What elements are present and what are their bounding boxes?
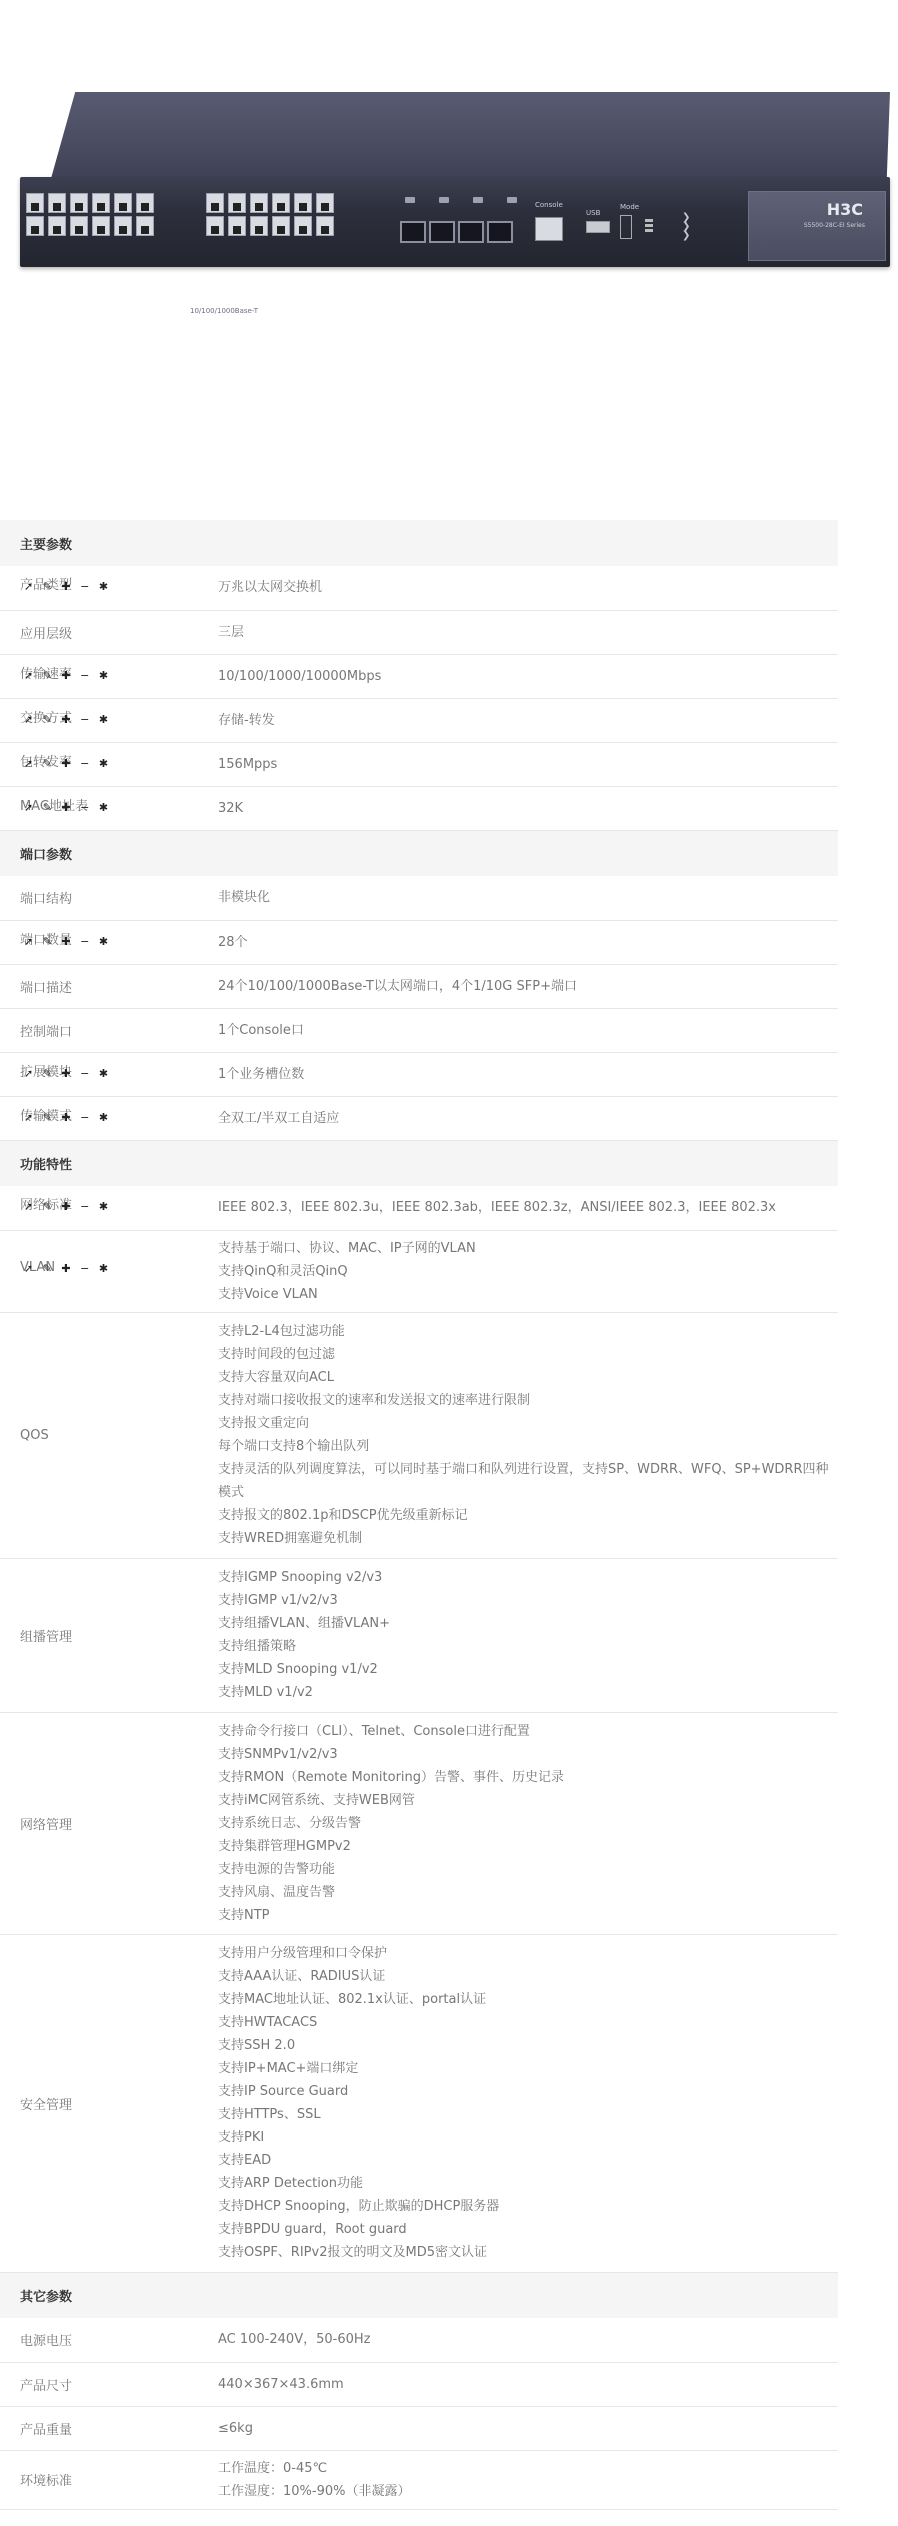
chevron-marks-icon: ❯ ❯ ❯ [682,212,691,241]
spec-value-line: 支持BPDU guard，Root guard [218,2222,407,2237]
spec-value-line: 支持基于端口、协议、MAC、IP子网的VLAN [218,1240,476,1256]
rj45-port [70,193,88,213]
rj45-port-group-right [206,193,334,236]
spec-value-line: 支持L2-L4包过滤功能 [218,1324,345,1339]
spec-name-cell [0,566,196,610]
spec-value-cell [196,786,838,830]
spec-value-line: ≤6kg [218,2420,253,2436]
spec-row [0,1052,838,1096]
spec-value-cell [196,1312,838,1558]
spec-row [0,1008,838,1052]
spec-row [0,2318,838,2362]
spec-value-line: 支持对端口接收报文的速率和发送报文的速率进行限制 [218,1393,531,1408]
spec-value-line: 支持风扇、温度告警 [218,1884,336,1900]
ports-label: 10/100/1000Base-T [190,307,259,315]
spec-value-line: 支持用户分级管理和口令保护 [218,1946,388,1961]
spec-value-line: 支持MLD v1/v2 [218,1685,313,1700]
spec-value-line: 支持DHCP Snooping，防止欺骗的DHCP服务器 [218,2199,500,2214]
rj45-port [272,193,290,213]
spec-value-line: 支持IP+MAC+端口绑定 [218,2061,359,2076]
spec-row [0,2450,838,2509]
spec-name-cell [0,920,196,964]
spec-value-cell [196,1052,838,1096]
spec-name-cell [0,876,196,920]
spec-value-cell [196,1934,838,2272]
spec-value-line: 支持大容量双向ACL [218,1370,334,1385]
spec-name: ➚ ✎ ✚ − ✱ 传输速率 [20,667,72,682]
spec-value-line: 支持系统日志、分级告警 [218,1815,362,1831]
spec-name: 网络管理 [20,1817,73,1833]
spec-row [0,1312,838,1558]
spec-name: 安全管理 [20,2097,73,2113]
status-led-column [645,219,669,239]
spec-value-line: 支持PKI [218,2130,265,2145]
spec-value-cell [196,1712,838,1934]
rj45-port [48,216,66,236]
spec-name: 环境标准 [20,2474,73,2489]
spec-name-cell [0,742,196,786]
rj45-port [26,216,44,236]
spec-value-cell [196,1008,838,1052]
spec-name-cell [0,964,196,1008]
spec-name-cell [0,1052,196,1096]
spec-name-cell [0,1186,196,1230]
spec-name-cell [0,654,196,698]
mode-label: Mode [620,203,640,211]
spec-name: ➚ ✎ ✚ − ✱ 扩展模块 [20,1065,72,1080]
rj45-port [114,216,132,236]
spec-name: ➚ ✎ ✚ − ✱ 传输模式 [20,1109,72,1124]
spec-value-line: 支持灵活的队列调度算法，可以同时基于端口和队列进行设置，支持SP、WDRR、WFQ、SP+WDRR四种模式 [218,1462,829,1500]
spec-value-cell [196,654,838,698]
spec-row [0,1186,838,1230]
spec-name: ➚ ✎ ✚ − ✱ MAC地址表 [20,799,88,814]
rj45-port [206,216,224,236]
spec-value-cell [196,742,838,786]
rj45-port [250,216,268,236]
spec-value-line: 支持OSPF、RIPv2报文的明文及MD5密文认证 [218,2245,487,2260]
spec-value-line: 每个端口支持8个输出队列 [218,1439,370,1454]
rj45-port [272,216,290,236]
spec-value-line: 支持IP Source Guard [218,2084,349,2099]
spec-name-cell [0,1558,196,1712]
rj45-port [316,193,334,213]
spec-name: 电源电压 [20,2334,73,2350]
spec-value-line: 支持SSH 2.0 [218,2038,296,2053]
spec-value-line: 工作湿度：10%-90%（非凝露） [218,2483,411,2499]
spec-value-cell [196,698,838,742]
spec-value-line: 三层 [218,624,245,640]
spec-value-cell [196,964,838,1008]
rj45-port [114,193,132,213]
spec-name-cell [0,1312,196,1558]
spec-name-cell [0,2362,196,2406]
spec-value-line: IEEE 802.3，IEEE 802.3u，IEEE 802.3ab，IEEE 802.3z，ANSI/IEEE 802.3，IEEE 802.3x [218,1200,777,1216]
spec-value-line: 支持WRED拥塞避免机制 [218,1531,363,1546]
spec-row [0,920,838,964]
product-photo [0,0,898,500]
spec-row [0,742,838,786]
spec-value-line: 万兆以太网交换机 [218,580,323,596]
section-header [0,830,838,876]
device-top-cover [50,82,890,182]
spec-value-line: 440×367×43.6mm [218,2376,344,2392]
spec-row [0,654,838,698]
spec-row [0,964,838,1008]
rj45-port [206,193,224,213]
spec-value-line: 支持ARP Detection功能 [218,2176,364,2191]
spec-table [0,520,838,2510]
spec-name: ➚ ✎ ✚ − ✱ 交换方式 [20,711,72,726]
spec-value-line: 支持时间段的包过滤 [218,1347,336,1362]
rj45-port [294,216,312,236]
mode-button [620,215,632,239]
rj45-port [316,216,334,236]
spec-value-line: 支持IGMP Snooping v2/v3 [218,1570,383,1585]
spec-name: ➚ ✎ ✚ − ✱ 端口数量 [20,933,72,948]
spec-value-line: 支持HTTPs、SSL [218,2107,321,2122]
spec-name: QOS [20,1427,49,1443]
spec-value-line: 156Mpps [218,756,278,772]
device-front-panel [20,177,890,315]
spec-value-line: 存储-转发 [218,712,275,728]
spec-value-line: 1个业务槽位数 [218,1066,305,1082]
brand-panel [748,191,886,261]
spec-value-cell [196,566,838,610]
usb-label: USB [586,209,601,217]
spec-name-cell [0,2318,196,2362]
spec-value-line: 支持AAA认证、RADIUS认证 [218,1969,386,1984]
rj45-port-group-left [26,193,154,236]
sfp-status-leds [405,197,517,203]
section-header [0,1140,838,1186]
spec-value-line: 支持HWTACACS [218,2015,318,2030]
spec-value-line: 支持电源的告警功能 [218,1861,336,1877]
spec-value-line: 全双工/半双工自适应 [218,1110,340,1126]
spec-row [0,1934,838,2272]
spec-value-cell [196,2450,838,2509]
spec-value-cell [196,920,838,964]
model-label: S5500-28C-EI Series [803,222,865,229]
spec-row [0,2406,838,2450]
rj45-port [92,193,110,213]
spec-value-line: 非模块化 [218,890,271,906]
spec-row [0,698,838,742]
brand-logo: H3C [826,200,863,219]
spec-value-cell [196,2362,838,2406]
spec-value-line: 支持命令行接口（CLI）、Telnet、Console口进行配置 [218,1723,530,1739]
rj45-port [70,216,88,236]
spec-name: ➚ ✎ ✚ − ✱ 网络标准 [20,1198,72,1213]
spec-name: 组播管理 [20,1629,73,1645]
rj45-port [92,216,110,236]
spec-name-cell [0,786,196,830]
spec-row [0,1558,838,1712]
spec-value-line: 28个 [218,934,248,950]
spec-value-line: 支持组播VLAN、组播VLAN+ [218,1616,390,1631]
section-header [0,520,838,566]
spec-name-cell [0,610,196,654]
spec-name-cell [0,1008,196,1052]
spec-value-line: 支持IGMP v1/v2/v3 [218,1593,338,1608]
spec-name: ➚ ✎ ✚ − ✱ 产品类型 [20,578,72,593]
spec-value-line: 工作温度：0-45℃ [218,2460,328,2476]
spec-value-cell [196,1096,838,1140]
spec-name: ➚ ✎ ✚ − ✱ VLAN [20,1260,55,1275]
spec-value-cell [196,1186,838,1230]
switch-device-image [20,82,890,315]
spec-name: 产品重量 [20,2422,73,2438]
spec-value-line: 24个10/100/1000Base-T以太网端口，4个1/10G SFP+端口 [218,978,577,994]
spec-value-line: 支持QinQ和灵活QinQ [218,1263,348,1279]
rj45-port [48,193,66,213]
rj45-port [228,193,246,213]
rj45-port [250,193,268,213]
spec-value-line: 支持SNMPv1/v2/v3 [218,1746,338,1762]
spec-value-cell [196,1558,838,1712]
spec-value-line: 支持RMON（Remote Monitoring）告警、事件、历史记录 [218,1769,565,1785]
rj45-port [26,193,44,213]
spec-row [0,1230,838,1312]
usb-port [586,221,610,233]
spec-name-cell [0,1712,196,1934]
spec-value-line: 支持Voice VLAN [218,1286,318,1302]
spec-value-line: 支持集群管理HGMPv2 [218,1838,351,1854]
sfp-port-group [400,221,513,243]
rj45-port [228,216,246,236]
spec-value-line: 支持报文重定向 [218,1416,310,1431]
spec-value-cell [196,876,838,920]
spec-name: 端口结构 [20,892,73,908]
spec-name: 产品尺寸 [20,2378,73,2394]
spec-name-cell [0,2406,196,2450]
spec-value-line: 10/100/1000/10000Mbps [218,668,382,684]
section-title: 端口参数 [0,830,838,876]
section-header [0,2272,838,2318]
spec-name: ➚ ✎ ✚ − ✱ 包转发率 [20,755,72,770]
rj45-port [136,216,154,236]
section-title: 主要参数 [0,520,838,566]
spec-value-line: 支持EAD [218,2153,272,2168]
section-title: 其它参数 [0,2272,838,2318]
spec-row [0,876,838,920]
spec-name-cell [0,1230,196,1312]
spec-value-line: 支持iMC网管系统、支持WEB网管 [218,1792,415,1808]
spec-row [0,610,838,654]
spec-name-cell [0,2450,196,2509]
spec-value-line: 支持组播策略 [218,1639,297,1654]
spec-value-line: 支持NTP [218,1907,270,1923]
spec-value-line: 32K [218,800,244,816]
spec-name-cell [0,1096,196,1140]
console-port [535,217,563,241]
rj45-port [136,193,154,213]
spec-row [0,2362,838,2406]
spec-name: 应用层级 [20,626,73,642]
spec-value-cell [196,610,838,654]
spec-value-line: 支持报文的802.1p和DSCP优先级重新标记 [218,1508,468,1523]
console-label: Console [535,201,563,209]
spec-name-cell [0,698,196,742]
spec-name-cell [0,1934,196,2272]
spec-value-line: 支持MAC地址认证、802.1x认证、portal认证 [218,1992,487,2007]
spec-value-cell [196,2318,838,2362]
spec-row [0,566,838,610]
spec-name: 控制端口 [20,1024,73,1040]
spec-name: 端口描述 [20,980,73,996]
spec-value-cell [196,2406,838,2450]
spec-row [0,786,838,830]
spec-row [0,1712,838,1934]
spec-value-cell [196,1230,838,1312]
spec-value-line: 1个Console口 [218,1022,304,1038]
section-title: 功能特性 [0,1140,838,1186]
spec-value-line: AC 100-240V，50-60Hz [218,2332,371,2348]
spec-value-line: 支持MLD Snooping v1/v2 [218,1662,378,1677]
spec-row [0,1096,838,1140]
rj45-port [294,193,312,213]
